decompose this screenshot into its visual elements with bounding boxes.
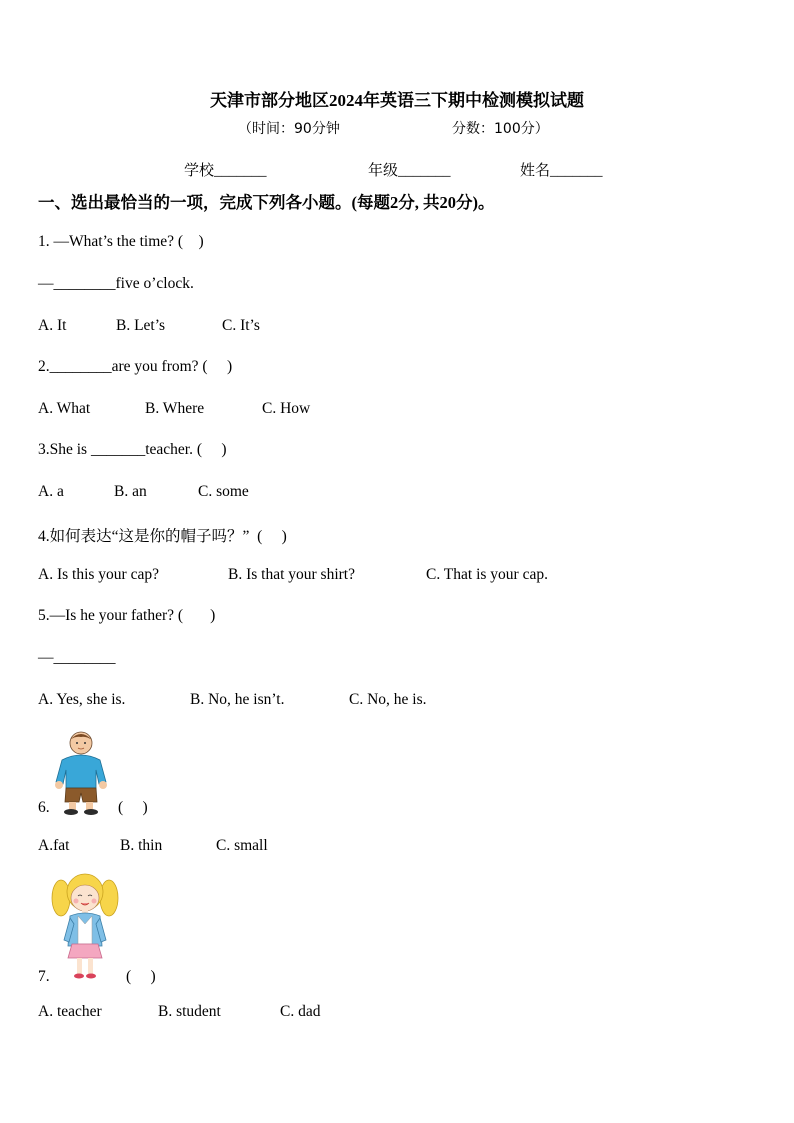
question-3-option-a: A. a [38, 483, 64, 500]
question-5-text: 5.—Is he your father? ( ) [38, 607, 216, 624]
question-6-option-a: A.fat [38, 837, 70, 854]
question-1-option-b: B. Let’s [116, 317, 166, 334]
question-3-option-c: C. some [198, 483, 249, 500]
question-4-option-b: B. Is that your shirt? [228, 566, 355, 583]
question-3-text: 3.She is _______teacher. ( ) [38, 441, 227, 458]
question-4-option-a: A. Is this your cap? [38, 566, 159, 583]
question-7-option-b: B. student [158, 1003, 221, 1020]
exam-title: 天津市部分地区2024年英语三下期中检测模拟试题 [210, 91, 584, 110]
question-2-option-a: A. What [38, 400, 91, 417]
grade-field: 年级_______ [368, 163, 451, 179]
name-field: 姓名_______ [520, 163, 603, 179]
question-2-option-c: C. How [262, 400, 311, 417]
question-5-answer-line: —________ [38, 649, 116, 666]
question-1-text: 1. —What’s the time? ( ) [38, 233, 204, 250]
question-1-option-c: C. It’s [222, 317, 260, 334]
question-5-option-c: C. No, he is. [349, 691, 427, 708]
question-6-bracket: ( ) [118, 799, 148, 816]
question-5-option-a: A. Yes, she is. [38, 691, 126, 708]
fat-boy-picture [52, 730, 110, 816]
question-6-option-c: C. small [216, 837, 268, 854]
question-5-option-b: B. No, he isn’t. [190, 691, 285, 708]
question-1-answer-line: —________five o’clock. [38, 275, 194, 292]
exam-time: （时间：90分钟 [238, 121, 340, 137]
question-6-option-b: B. thin [120, 837, 163, 854]
question-2-option-b: B. Where [145, 400, 205, 417]
question-1-option-a: A. It [38, 317, 67, 334]
question-2-text: 2.________are you from? ( ) [38, 358, 233, 375]
question-4-option-c: C. That is your cap. [426, 566, 548, 583]
girl-student-picture [50, 868, 120, 984]
section-1-heading: 一、选出最恰当的一项，完成下列各小题。(每题2分, 共20分)。 [38, 193, 495, 212]
school-field: 学校_______ [184, 163, 267, 179]
question-7-bracket: ( ) [126, 968, 156, 985]
question-7-option-a: A. teacher [38, 1003, 102, 1020]
question-7-number: 7. [38, 968, 50, 985]
exam-score: 分数：100分） [452, 121, 549, 137]
question-6-number: 6. [38, 799, 50, 816]
question-3-option-b: B. an [114, 483, 147, 500]
question-7-option-c: C. dad [280, 1003, 321, 1020]
question-4-text: 4.如何表达“这是你的帽子吗？” ( ) [38, 528, 287, 545]
